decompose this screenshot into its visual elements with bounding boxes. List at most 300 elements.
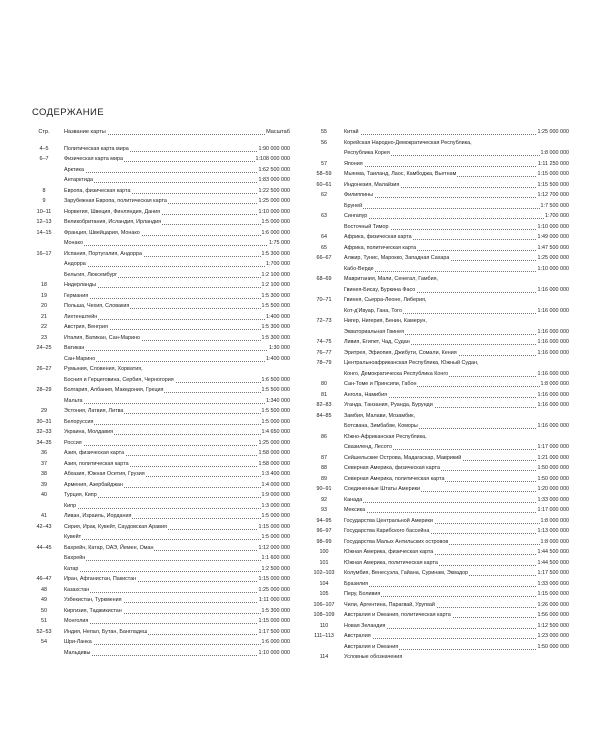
toc-map-name: Мальдивы (63, 648, 91, 659)
dot-leader (63, 559, 291, 561)
toc-scale: 1:20 000 000 (537, 484, 570, 495)
toc-page-number: 68–69 (316, 276, 332, 282)
toc-entry (32, 532, 291, 543)
toc-page-number: 9 (42, 198, 46, 204)
toc-map-name: Белоруссия (63, 417, 94, 428)
toc-page-number: 50 (41, 607, 47, 614)
toc-scale: 1:62 500 000 (258, 165, 291, 176)
toc-entry (32, 469, 291, 480)
dot-leader (343, 217, 570, 219)
toc-map-name: Австралия (343, 631, 372, 642)
toc-map-name: Ангола, Намибия (343, 390, 388, 401)
header-scale: Масштаб (265, 127, 291, 138)
toc-map-name: Ливан, Израиль, Иордания (63, 511, 132, 522)
toc-scale: 1:5 500 000 (261, 406, 291, 417)
toc-map-name: Зарубежная Европа, политическая карта (63, 196, 168, 207)
toc-page-number: 14–15 (36, 229, 52, 236)
toc-scale: 1:2 100 000 (261, 270, 291, 281)
toc-scale: 1:49 000 000 (537, 232, 570, 243)
toc-entry (312, 463, 570, 474)
toc-entry (32, 207, 291, 218)
toc-entry (312, 589, 570, 600)
toc-map-name: Бразилия (343, 579, 369, 590)
toc-scale: 1:5 500 000 (261, 385, 291, 396)
toc-scale: 1:3 000 000 (261, 501, 291, 512)
toc-map-name: Индонезия, Малайзия (343, 180, 400, 191)
toc-page-number: 62 (321, 192, 327, 198)
toc-page-number: 74–75 (316, 339, 332, 345)
dot-leader (63, 297, 291, 299)
toc-scale: 1:25 000 000 (537, 127, 570, 138)
toc-map-name: Северная Америка, физическая карта (343, 463, 441, 474)
toc-entry (312, 180, 570, 191)
toc-map-name: Андорра (63, 259, 87, 270)
toc-page-number: 98–99 (316, 538, 332, 545)
toc-page-number: 88 (321, 465, 327, 471)
toc-entry (32, 501, 291, 512)
toc-scale: 1:16 000 000 (537, 348, 570, 359)
toc-map-name: Абхазия, Южная Осетия, Грузия (63, 469, 146, 480)
toc-entry (32, 417, 291, 428)
toc-entry (312, 148, 570, 159)
toc-scale: 1:33 000 000 (537, 579, 570, 590)
toc-scale: 1:8 000 000 (540, 379, 570, 390)
toc-map-name: Шри-Ланка (63, 637, 93, 648)
toc-scale: 1:12 500 000 (537, 621, 570, 632)
toc-scale: 1:10 000 000 (537, 264, 570, 275)
toc-scale: 1:16 000 000 (537, 400, 570, 411)
toc-entry (32, 228, 291, 239)
toc-page-number: 52–53 (36, 628, 52, 635)
toc-page-number: 37 (41, 460, 47, 467)
toc-map-name: Европа, физическая карта (63, 186, 131, 197)
toc-map-name: Ботсвана, Зимбабве, Коморы (343, 421, 419, 432)
toc-entry (312, 169, 570, 180)
toc-entry (312, 222, 570, 233)
toc-entry (312, 558, 570, 569)
toc-page-number: 42–43 (36, 523, 52, 530)
toc-entry (312, 579, 570, 590)
dot-leader (63, 507, 291, 509)
toc-scale: 1:16 000 000 (537, 421, 570, 432)
toc-map-name: Государства Малых Антильских островов (343, 537, 449, 548)
dot-leader (63, 643, 291, 645)
toc-entry (312, 348, 570, 359)
toc-scale: 1:8 000 000 (540, 516, 570, 527)
toc-map-name: Экваториальная Гвинея (343, 327, 405, 338)
toc-entry (32, 574, 291, 585)
toc-page-number: 24–25 (36, 345, 52, 351)
toc-map-name: Мальта (63, 396, 84, 407)
toc-entry (312, 295, 570, 306)
toc-entry (312, 264, 570, 275)
toc-page-number: 22 (41, 324, 47, 330)
toc-scale: 1:44 500 000 (537, 558, 570, 569)
toc-map-name: Россия (63, 438, 83, 449)
toc-scale: 1:25 000 000 (258, 438, 291, 449)
toc-entry (32, 616, 291, 627)
toc-entry (32, 564, 291, 575)
toc-map-name: Монголия (63, 616, 89, 627)
toc-page-number: 6–7 (39, 156, 49, 162)
toc-page-number: 72–73 (316, 318, 332, 324)
toc-map-name: Китай (343, 127, 360, 138)
toc-entry (312, 621, 570, 632)
toc-map-name: Гвинея, Сьерра-Леоне, Либерия, (343, 295, 427, 306)
toc-map-name: Южная Америка, физическая карта (343, 547, 434, 558)
toc-scale: 1:5 000 000 (261, 217, 291, 228)
toc-entry (312, 526, 570, 537)
toc-map-name: Новая Зеландия (343, 621, 386, 632)
dot-leader (63, 360, 291, 362)
toc-map-name: Нидерланды (63, 280, 97, 291)
toc-page-number: 82–83 (316, 402, 332, 408)
toc-page-number: 94–95 (316, 517, 332, 524)
toc-entry (312, 306, 570, 317)
toc-page-number: 81 (321, 391, 327, 398)
toc-page-number: 102–103 (313, 570, 335, 576)
toc-scale: 1:15 000 000 (258, 616, 291, 627)
toc-entry (312, 337, 570, 348)
toc-page-number: 41 (41, 513, 47, 519)
toc-page-number: 48 (41, 586, 47, 593)
toc-scale: 1:11 250 000 (537, 159, 570, 170)
toc-page-number: 89 (321, 475, 327, 482)
toc-map-name: Мексика (343, 505, 366, 516)
toc-entry (32, 553, 291, 564)
toc-page-number: 108–109 (313, 612, 335, 618)
toc-map-name: Перу, Боливия (343, 589, 381, 600)
toc-scale: 1:6 000 000 (261, 637, 291, 648)
toc-scale: 1:5 000 000 (261, 417, 291, 428)
toc-entry (312, 411, 570, 422)
toc-scale: 1:17 500 000 (258, 627, 291, 638)
toc-page-number: 56 (321, 139, 327, 146)
toc-map-name: Австралия и Океания (343, 642, 399, 653)
dot-leader (63, 349, 291, 351)
toc-entry (32, 364, 291, 375)
toc-map-name: Кот-д'Ивуар, Гана, Того (343, 306, 403, 317)
toc-map-name: Конго, Демократическа Республика Конго (343, 369, 449, 380)
toc-scale: 1:75 000 (268, 238, 291, 249)
toc-map-name: Колумбия, Венесуэла, Гайана, Суринам, Эквадор (343, 568, 469, 579)
toc-scale: 1:25 000 000 (537, 253, 570, 264)
toc-page-number: 87 (321, 454, 327, 461)
toc-entry (312, 652, 570, 663)
toc-scale: 1:23 000 000 (537, 631, 570, 642)
toc-scale: 1:25 000 000 (258, 585, 291, 596)
toc-scale: 1:4 000 000 (261, 480, 291, 491)
toc-entry (32, 627, 291, 638)
toc-scale: 1:22 500 000 (258, 186, 291, 197)
toc-page-number: 12–13 (36, 219, 52, 225)
toc-scale: 1:58 000 000 (258, 459, 291, 470)
toc-entry (312, 243, 570, 254)
toc-map-name: Румыния, Словения, Хорватия, (63, 364, 144, 375)
toc-map-name: Испания, Португалия, Андорра (63, 249, 143, 260)
toc-entry (32, 606, 291, 617)
toc-map-name: Бахрейн, Катар, ОАЭ, Йемен, Оман (63, 543, 154, 554)
toc-map-name: Бельгия, Люксембург (63, 270, 118, 281)
toc-page-number: 80 (321, 381, 327, 387)
toc-map-name: Монако (63, 238, 84, 249)
toc-map-name: Свазиленд, Лесото (343, 442, 393, 453)
toc-map-name: Сингапур (343, 211, 368, 222)
toc-map-name: Болгария, Албания, Македония, Греция (63, 385, 164, 396)
toc-page-number: 78–79 (316, 360, 332, 366)
toc-entry (32, 406, 291, 417)
toc-scale: 1:17 500 000 (537, 568, 570, 579)
toc-entry (32, 637, 291, 648)
toc-entry (32, 585, 291, 596)
toc-map-name: Эритрея, Эфиопия, Джибути, Сомали, Кения (343, 348, 458, 359)
toc-entry (312, 159, 570, 170)
toc-map-name: Ливия, Египет, Чад, Судан (343, 337, 411, 348)
toc-entry (32, 144, 291, 155)
toc-map-name: Азия, политическая карта (63, 459, 130, 470)
toc-page-number: 32–33 (36, 429, 52, 435)
toc-entry (312, 474, 570, 485)
toc-entry (32, 217, 291, 228)
toc-entry (312, 400, 570, 411)
toc-scale: 1:10 000 000 (258, 207, 291, 218)
toc-page-number: 86 (321, 433, 327, 440)
toc-map-name: Турция, Кипр (63, 490, 98, 501)
toc-page-number: 23 (41, 334, 47, 341)
toc-scale: 1:15 000 000 (537, 589, 570, 600)
toc-entry (312, 547, 570, 558)
toc-map-name: Государства Карибского бассейна (343, 526, 430, 537)
toc-entry (312, 568, 570, 579)
toc-scale: 1:30 000 (268, 343, 291, 354)
toc-header-row (32, 127, 291, 138)
toc-page-number: 51 (41, 618, 47, 624)
toc-map-name: Кабо-Верде (343, 264, 375, 275)
toc-map-name: Соединенные Штаты Америки (343, 484, 421, 495)
toc-scale: 1:17 000 000 (537, 442, 570, 453)
toc-map-name: Эстония, Латвия, Литва (63, 406, 124, 417)
toc-scale: 1:6 500 000 (261, 375, 291, 386)
toc-map-name: Индия, Непал, Бутан, Бангладеш (63, 627, 148, 638)
toc-scale: 1:400 000 (265, 312, 291, 323)
toc-map-name: Корейская Народно-Демократическая Республика, (343, 138, 473, 149)
toc-scale: 1:16 000 000 (537, 285, 570, 296)
toc-map-name: Физическая карта мира (63, 154, 124, 165)
toc-scale: 1:47 500 000 (537, 243, 570, 254)
toc-map-name: Армения, Азербайджан (63, 480, 124, 491)
toc-map-name: Арктика (63, 165, 85, 176)
toc-scale: 1:90 000 000 (258, 144, 291, 155)
toc-entry (312, 442, 570, 453)
toc-map-name: Азия, физическая карта (63, 448, 125, 459)
toc-scale: 1:340 000 (265, 396, 291, 407)
toc-map-name: Лихтенштейн (63, 312, 98, 323)
toc-entry (32, 480, 291, 491)
toc-entry (312, 327, 570, 338)
toc-map-name: Уганда, Танзания, Руанда, Бурунди (343, 400, 434, 411)
toc-scale: 1:9 000 000 (261, 490, 291, 501)
toc-scale: 1:56 000 000 (537, 610, 570, 621)
toc-scale: 1:108 000 000 (255, 154, 291, 165)
toc-scale: 1:12 000 000 (258, 543, 291, 554)
toc-page-number: 90–91 (316, 486, 332, 492)
toc-map-name: Италия, Ватикан, Сан-Марино (63, 333, 141, 344)
dot-leader (63, 402, 291, 404)
toc-page-number: 58–59 (316, 171, 332, 177)
toc-map-name: Канада (343, 495, 363, 506)
toc-entry (312, 631, 570, 642)
toc-entry (32, 427, 291, 438)
toc-page-number: 70–71 (316, 297, 332, 303)
toc-map-name: Сирия, Ирак, Кувейт, Саудовская Аравия (63, 522, 168, 533)
dot-leader (343, 207, 570, 209)
toc-scale: 1:5 500 000 (261, 301, 291, 312)
toc-entry (312, 274, 570, 285)
toc-scale: 1:5 000 000 (261, 511, 291, 522)
toc-map-name: Гвинея-Бисау, Буркина Фасо (343, 285, 416, 296)
toc-map-name: Австрия, Венгрия (63, 322, 109, 333)
toc-scale: 1:15 000 000 (537, 169, 570, 180)
toc-page-number: 28–29 (36, 387, 52, 393)
header-name: Название карты (63, 127, 107, 138)
toc-page-number: 16–17 (36, 250, 52, 257)
toc-entry (312, 358, 570, 369)
toc-entry (312, 390, 570, 401)
toc-scale: 1:5 300 000 (261, 606, 291, 617)
toc-entry (32, 154, 291, 165)
toc-entry (312, 369, 570, 380)
toc-page-number: 34–35 (36, 439, 52, 446)
toc-entry (312, 537, 570, 548)
toc-map-name: Германия (63, 291, 89, 302)
toc-page-number: 55 (321, 129, 327, 135)
toc-entry (312, 285, 570, 296)
toc-entry (32, 291, 291, 302)
dot-leader (63, 265, 291, 267)
toc-page-number: 54 (41, 639, 47, 645)
toc-entry (32, 312, 291, 323)
toc-entry (312, 432, 570, 443)
toc-entry (32, 280, 291, 291)
toc-scale: 1:83 000 000 (258, 175, 291, 186)
toc-entry (32, 375, 291, 386)
toc-page-number: 29 (41, 408, 47, 414)
toc-scale: 1:33 000 000 (537, 495, 570, 506)
toc-map-name: Республика Корея (343, 148, 391, 159)
toc-map-name: Ватикан (63, 343, 85, 354)
toc-map-name: Центральноафриканская Республика, Южный Судан, (343, 358, 479, 369)
toc-map-name: Киргизия, Таджикистан (63, 606, 123, 617)
toc-page-number: 111–113 (314, 633, 334, 639)
toc-scale: 1:5 300 000 (261, 291, 291, 302)
toc-page-number: 66–67 (316, 255, 332, 261)
toc-scale: 1:26 000 000 (537, 600, 570, 611)
toc-left-column (32, 127, 291, 658)
toc-scale: 1:8 000 000 (540, 537, 570, 548)
toc-scale: 1:25 000 000 (258, 196, 291, 207)
toc-map-name: Япония (343, 159, 364, 170)
toc-entry (32, 186, 291, 197)
toc-scale: 1:16 000 000 (537, 327, 570, 338)
toc-map-name: Казахстан (63, 585, 90, 596)
toc-page-number: 38 (41, 471, 47, 477)
toc-scale: 1:6 000 000 (261, 228, 291, 239)
toc-scale: 1:1 600 000 (261, 553, 291, 564)
toc-page-number: 36 (41, 450, 47, 456)
toc-map-name: Польша, Чехия, Словакия (63, 301, 130, 312)
toc-scale: 1:10 000 000 (537, 222, 570, 233)
toc-entry (32, 396, 291, 407)
toc-map-name: Северная Америка, политическая карта (343, 474, 445, 485)
dot-leader (63, 244, 291, 246)
toc-entry (312, 201, 570, 212)
toc-page-number: 92 (321, 496, 327, 503)
toc-scale: 1:12 700 000 (537, 190, 570, 201)
toc-page-number: 101 (319, 559, 329, 566)
toc-map-name: Бруней (343, 201, 363, 212)
toc-page-number: 19 (41, 292, 47, 299)
toc-map-name: Франция, Швейцария, Монако (63, 228, 141, 239)
toc-entry (312, 190, 570, 201)
toc-map-name: Норвегия, Швеция, Финляндия, Дания (63, 207, 161, 218)
toc-scale: 1:5 000 000 (261, 532, 291, 543)
toc-scale: 1:50 000 000 (537, 463, 570, 474)
toc-scale: 1:15 000 000 (258, 522, 291, 533)
toc-page-number: 104 (319, 580, 329, 587)
toc-entry (312, 505, 570, 516)
toc-entry (32, 259, 291, 270)
toc-entry (312, 379, 570, 390)
toc-page-number: 63 (321, 213, 327, 219)
toc-page-number: 39 (41, 481, 47, 488)
toc-entry (312, 211, 570, 222)
toc-page-number: 84–85 (316, 412, 332, 419)
toc-scale: 1:15 500 000 (537, 180, 570, 191)
toc-map-name: Нигер, Нигерия, Бенин, Камерун, (343, 316, 428, 327)
toc-entry (312, 600, 570, 611)
dot-leader (63, 570, 291, 572)
dot-leader (63, 423, 291, 425)
toc-entry (32, 165, 291, 176)
toc-scale: 1:16 000 000 (537, 337, 570, 348)
toc-map-name: Австралия и Океания, политическая карта (343, 610, 452, 621)
dot-leader (63, 538, 291, 540)
toc-scale: 1:50 000 000 (537, 642, 570, 653)
toc-scale: 1:7 500 000 (540, 201, 570, 212)
toc-scale: 1:4 650 000 (261, 427, 291, 438)
toc-scale: 1:2 100 000 (261, 280, 291, 291)
toc-scale: 1:5 300 000 (261, 249, 291, 260)
toc-map-name: Катар (63, 564, 79, 575)
toc-map-name: Условные обозначения (343, 652, 403, 663)
toc-entry (32, 333, 291, 344)
toc-scale: 1:3 400 000 (261, 469, 291, 480)
toc-entry (312, 253, 570, 264)
toc-scale: 1:58 000 000 (258, 448, 291, 459)
toc-page-number: 60–61 (316, 181, 332, 188)
toc-page-number: 96–97 (316, 528, 332, 534)
toc-scale: 1:700 000 (265, 259, 291, 270)
toc-entry (312, 484, 570, 495)
toc-entry (32, 490, 291, 501)
toc-page-number: 114 (319, 654, 329, 660)
toc-map-name: Государства Центральной Америки (343, 516, 434, 527)
toc-entry (32, 385, 291, 396)
toc-entry (32, 522, 291, 533)
toc-entry (32, 543, 291, 554)
toc-scale: 1:11 000 000 (258, 595, 291, 606)
toc-entry (312, 138, 570, 149)
